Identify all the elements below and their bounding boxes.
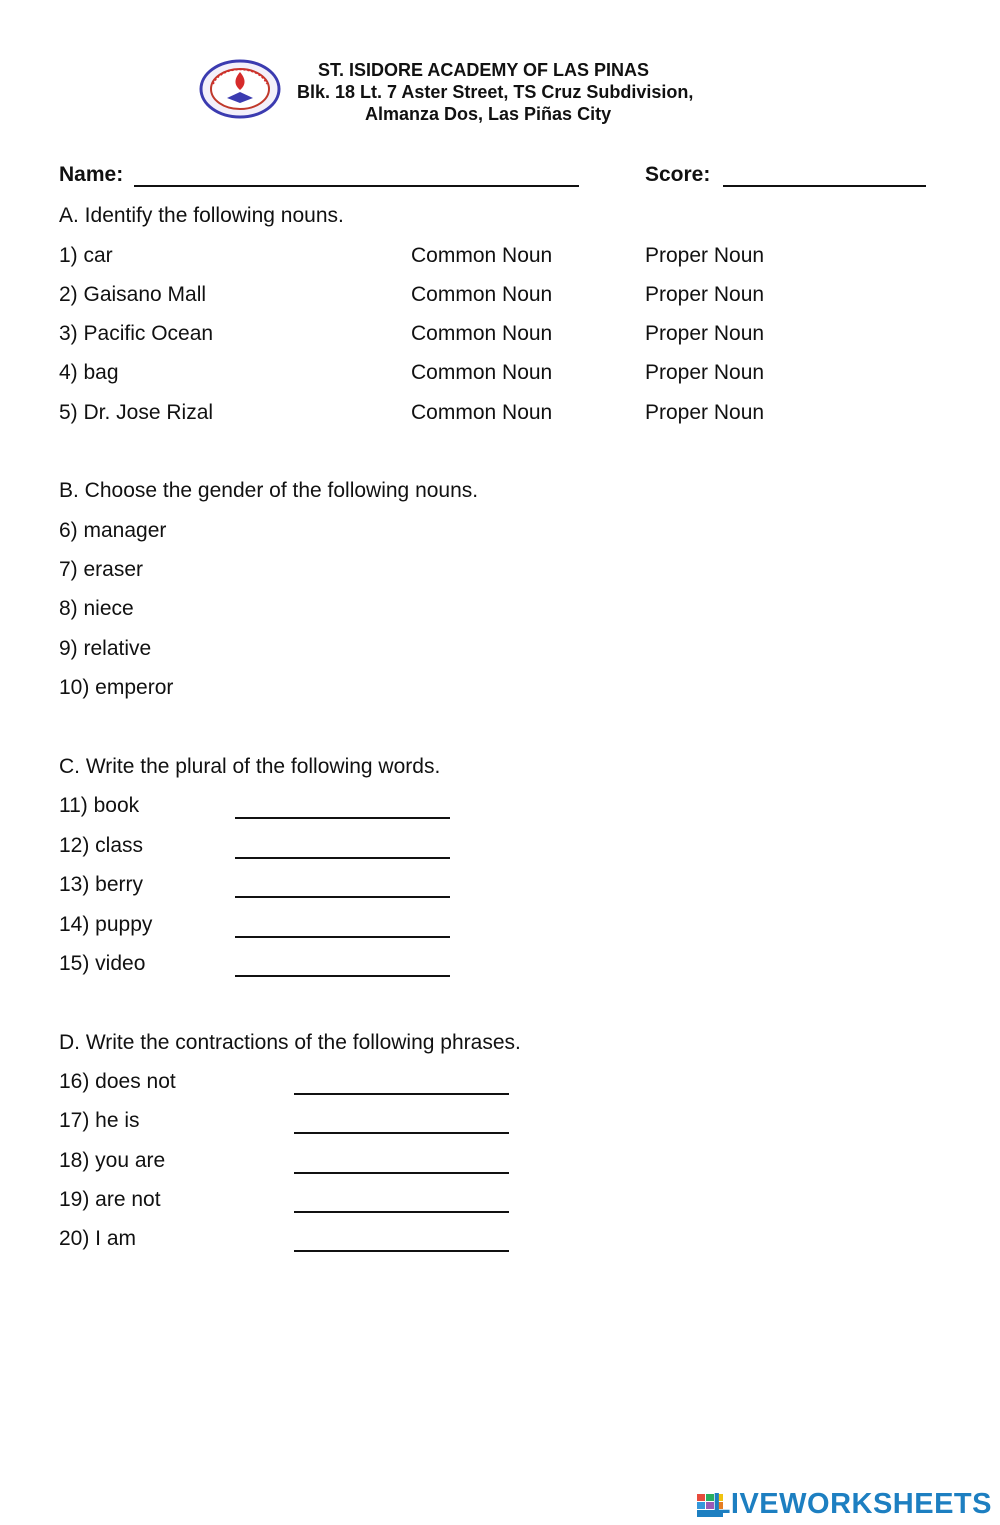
list-item: 11) book: [59, 794, 140, 817]
answer-field[interactable]: [294, 1172, 509, 1174]
list-item: 6) manager: [59, 519, 167, 542]
option-proper-noun[interactable]: Proper Noun: [645, 401, 765, 424]
answer-field[interactable]: [294, 1093, 509, 1095]
option-common-noun[interactable]: Common Noun: [411, 322, 553, 345]
list-item: 3) Pacific Ocean: [59, 322, 214, 345]
school-seal-logo: [199, 58, 281, 120]
list-item: 7) eraser: [59, 558, 144, 581]
option-common-noun[interactable]: Common Noun: [411, 401, 553, 424]
list-item: 12) class: [59, 834, 144, 857]
list-item: 20) I am: [59, 1227, 137, 1250]
option-proper-noun[interactable]: Proper Noun: [645, 322, 765, 345]
answer-field[interactable]: [294, 1211, 509, 1213]
list-item: 14) puppy: [59, 913, 153, 936]
answer-field[interactable]: [235, 975, 450, 977]
answer-field[interactable]: [235, 936, 450, 938]
list-item: 19) are not: [59, 1188, 161, 1211]
list-item: 18) you are: [59, 1149, 166, 1172]
score-field[interactable]: [723, 185, 926, 187]
option-proper-noun[interactable]: Proper Noun: [645, 244, 765, 267]
section-c-title: C. Write the plural of the following words.: [59, 755, 441, 778]
score-label: Score:: [645, 163, 711, 186]
list-item: 8) niece: [59, 597, 134, 620]
list-item: 4) bag: [59, 361, 119, 384]
answer-field[interactable]: [235, 817, 450, 819]
list-item: 10) emperor: [59, 676, 174, 699]
name-field[interactable]: [134, 185, 579, 187]
school-name: ST. ISIDORE ACADEMY OF LAS PINAS: [318, 60, 650, 80]
option-proper-noun[interactable]: Proper Noun: [645, 361, 765, 384]
list-item: 16) does not: [59, 1070, 176, 1093]
school-address-line-2: Almanza Dos, Las Piñas City: [365, 104, 612, 124]
answer-field[interactable]: [294, 1250, 509, 1252]
section-a-title: A. Identify the following nouns.: [59, 204, 344, 227]
section-b-title: B. Choose the gender of the following nouns.: [59, 479, 479, 502]
list-item: 9) relative: [59, 637, 152, 660]
list-item: 17) he is: [59, 1109, 140, 1132]
option-common-noun[interactable]: Common Noun: [411, 283, 553, 306]
list-item: 13) berry: [59, 873, 144, 896]
section-d-title: D. Write the contractions of the following phrases.: [59, 1031, 521, 1054]
answer-field[interactable]: [294, 1132, 509, 1134]
option-proper-noun[interactable]: Proper Noun: [645, 283, 765, 306]
list-item: 15) video: [59, 952, 146, 975]
name-label: Name:: [59, 163, 124, 186]
option-common-noun[interactable]: Common Noun: [411, 361, 553, 384]
liveworksheets-watermark: LIVEWORKSHEETS: [712, 1488, 992, 1520]
option-common-noun[interactable]: Common Noun: [411, 244, 553, 267]
answer-field[interactable]: [235, 857, 450, 859]
list-item: 1) car: [59, 244, 113, 267]
list-item: 5) Dr. Jose Rizal: [59, 401, 214, 424]
list-item: 2) Gaisano Mall: [59, 283, 207, 306]
answer-field[interactable]: [235, 896, 450, 898]
school-address-line-1: Blk. 18 Lt. 7 Aster Street, TS Cruz Subdivision,: [297, 82, 694, 102]
